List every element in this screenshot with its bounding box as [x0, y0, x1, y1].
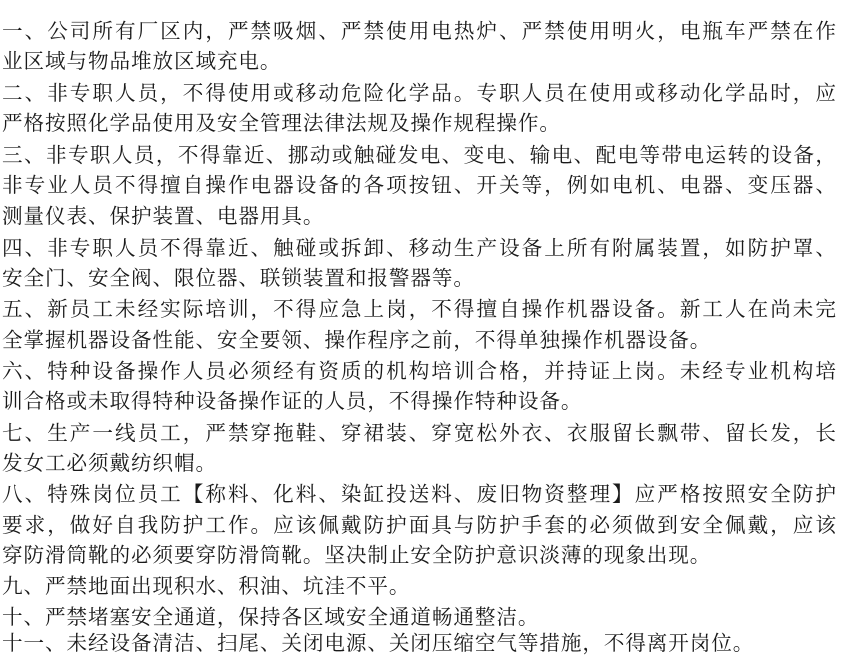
text-line: 发女工必须戴纺织帽。	[2, 451, 217, 475]
text-line: 全掌握机器设备性能、安全要领、操作程序之前，不得单独操作机器设备。	[2, 328, 712, 352]
text-line: 业区域与物品堆放区域充电。	[2, 49, 282, 73]
text-line: 九、严禁地面出现积水、积油、坑洼不平。	[2, 574, 411, 598]
text-line: 安全门、安全阀、限位器、联锁装置和报警器等。	[2, 266, 475, 290]
text-line: 七、生产一线员工，严禁穿拖鞋、穿裙装、穿宽松外衣、衣服留长飘带、留长发，长	[2, 421, 836, 445]
text-line: 严格按照化学品使用及安全管理法律法规及操作规程操作。	[2, 111, 561, 135]
text-line: 二、非专职人员，不得使用或移动危险化学品。专职人员在使用或移动化学品时，应	[2, 81, 836, 105]
text-line: 要求，做好自我防护工作。应该佩戴防护面具与防护手套的必须做到安全佩戴，应该	[2, 513, 836, 537]
text-line: 四、非专职人员不得靠近、触碰或拆卸、移动生产设备上所有附属装置，如防护罩、	[2, 236, 836, 260]
text-line-partial: 十一、未经设备清洁、扫尾、关闭电源、关闭压缩空气等措施，不得离开岗位。	[2, 631, 755, 655]
text-line: 非专业人员不得擅自操作电器设备的各项按钮、开关等，例如电机、电器、变压器、	[2, 173, 836, 197]
text-line: 测量仪表、保护装置、电器用具。	[2, 204, 325, 228]
text-line: 一、公司所有厂区内，严禁吸烟、严禁使用电热炉、严禁使用明火，电瓶车严禁在作	[2, 19, 836, 43]
text-line: 三、非专职人员，不得靠近、挪动或触碰发电、变电、输电、配电等带电运转的设备，	[2, 143, 836, 167]
text-line: 十、严禁堵塞安全通道，保持各区域安全通道畅通整洁。	[2, 605, 540, 629]
text-line: 五、新员工未经实际培训，不得应急上岗，不得擅自操作机器设备。新工人在尚未完	[2, 297, 836, 321]
text-line: 六、特种设备操作人员必须经有资质的机构培训合格，并持证上岗。未经专业机构培	[2, 359, 836, 383]
text-line: 训合格或未取得特种设备操作证的人员，不得操作特种设备。	[2, 389, 583, 413]
text-line: 穿防滑筒靴的必须要穿防滑筒靴。坚决制止安全防护意识淡薄的现象出现。	[2, 543, 712, 567]
text-line: 八、特殊岗位员工【称料、化料、染缸投送料、废旧物资整理】应严格按照安全防护	[2, 482, 836, 506]
